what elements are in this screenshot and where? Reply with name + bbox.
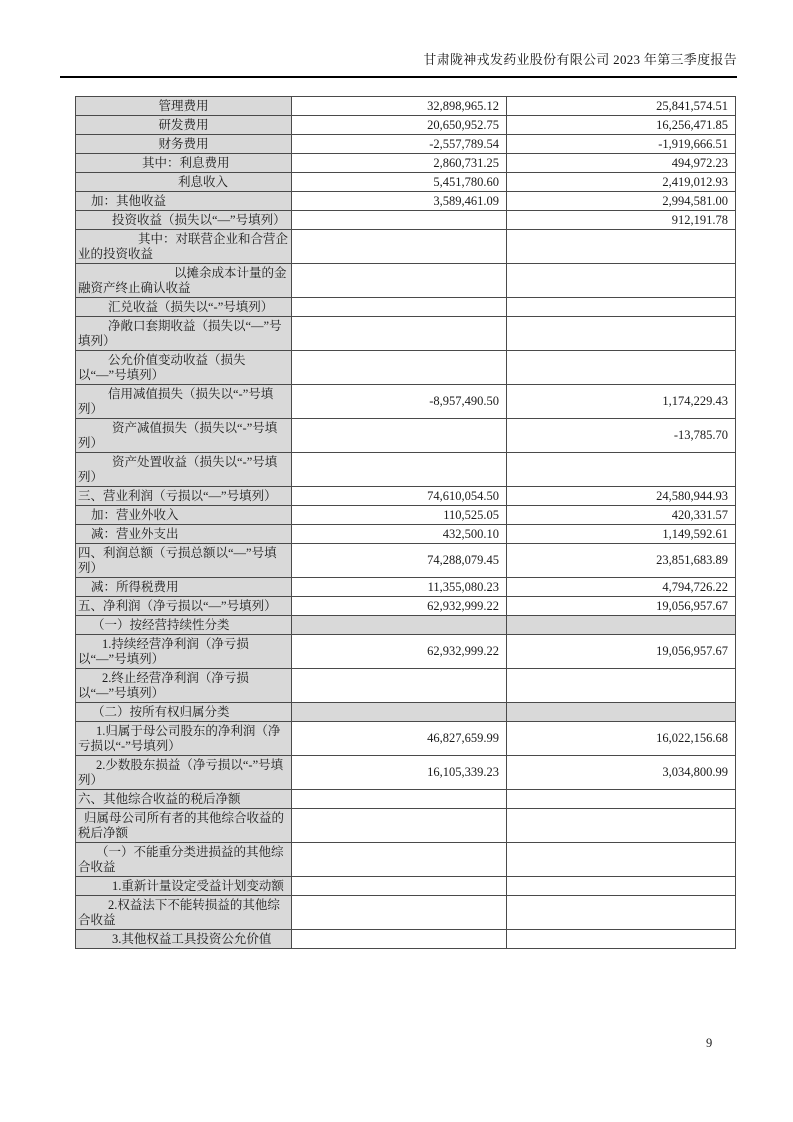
row-label-cell (76, 298, 292, 317)
row-label: 信用减值损失（损失以“-”号填列） (78, 386, 274, 416)
row-label-cell (76, 544, 292, 578)
row-label-cell (76, 525, 292, 544)
row-label-cell (76, 896, 292, 930)
prior-period-value-cell: 1,174,229.43 (507, 385, 736, 419)
prior-period-value-cell (507, 669, 736, 703)
prior-period-value-cell (507, 317, 736, 351)
header-divider (60, 76, 737, 78)
table-row (76, 506, 736, 525)
current-period-value-cell: -8,957,490.50 (292, 385, 507, 419)
row-label: 减：营业外支出 (91, 526, 179, 541)
table-row (76, 419, 736, 453)
row-label: 三、营业利润（亏损以“—”号填列） (78, 488, 277, 503)
table-row (76, 635, 736, 669)
row-label-cell (76, 790, 292, 809)
row-label-cell (76, 578, 292, 597)
current-period-value-cell (292, 616, 507, 635)
row-label-cell (76, 597, 292, 616)
prior-period-value-cell: 19,056,957.67 (507, 597, 736, 616)
row-label: 加：其他收益 (91, 193, 167, 208)
prior-period-value-cell: 494,972.23 (507, 154, 736, 173)
row-label-cell (76, 173, 292, 192)
prior-period-value-cell (507, 877, 736, 896)
prior-period-value-cell (507, 790, 736, 809)
current-period-value-cell: -2,557,789.54 (292, 135, 507, 154)
row-label: 其中：对联营企业和合营企业的投资收益 (78, 231, 289, 261)
row-label-cell (76, 230, 292, 264)
prior-period-value-cell (507, 453, 736, 487)
row-label-cell (76, 809, 292, 843)
row-label: 四、利润总额（亏损总额以“—”号填列） (78, 545, 277, 575)
table-row (76, 135, 736, 154)
table-row (76, 154, 736, 173)
row-label-cell (76, 453, 292, 487)
prior-period-value-cell: 23,851,683.89 (507, 544, 736, 578)
current-period-value-cell: 5,451,780.60 (292, 173, 507, 192)
prior-period-value-cell: -1,919,666.51 (507, 135, 736, 154)
table-row (76, 230, 736, 264)
prior-period-value-cell: 2,994,581.00 (507, 192, 736, 211)
current-period-value-cell: 20,650,952.75 (292, 116, 507, 135)
table-row (76, 211, 736, 230)
prior-period-value-cell: 4,794,726.22 (507, 578, 736, 597)
prior-period-value-cell: 912,191.78 (507, 211, 736, 230)
row-label: 其中：利息费用 (142, 155, 230, 170)
current-period-value-cell (292, 809, 507, 843)
row-label-cell (76, 635, 292, 669)
current-period-value-cell: 2,860,731.25 (292, 154, 507, 173)
current-period-value-cell (292, 264, 507, 298)
table-row (76, 616, 736, 635)
row-label: 净敞口套期收益（损失以“—”号填列） (78, 318, 282, 348)
page-number: 9 (706, 1036, 713, 1050)
row-label: 2.权益法下不能转损益的其他综合收益 (78, 897, 280, 927)
prior-period-value-cell (507, 298, 736, 317)
row-label: 归属母公司所有者的其他综合收益的税后净额 (78, 810, 285, 840)
row-label: 财务费用 (158, 136, 209, 151)
row-label-cell (76, 351, 292, 385)
current-period-value-cell (292, 419, 507, 453)
table-row (76, 116, 736, 135)
report-header-title: 甘肃陇神戎发药业股份有限公司 2023 年第三季度报告 (423, 52, 737, 67)
table-row (76, 264, 736, 298)
current-period-value-cell: 62,932,999.22 (292, 597, 507, 616)
row-label-cell (76, 192, 292, 211)
prior-period-value-cell (507, 230, 736, 264)
table-row (76, 298, 736, 317)
table-row (76, 896, 736, 930)
current-period-value-cell: 74,610,054.50 (292, 487, 507, 506)
current-period-value-cell: 11,355,080.23 (292, 578, 507, 597)
row-label: 2.终止经营净利润（净亏损以“—”号填列） (78, 670, 249, 700)
table-row (76, 703, 736, 722)
table-row (76, 722, 736, 756)
row-label: 公允价值变动收益（损失以“—”号填列） (78, 352, 246, 382)
table-row (76, 453, 736, 487)
current-period-value-cell (292, 896, 507, 930)
prior-period-value-cell (507, 809, 736, 843)
table-row (76, 385, 736, 419)
current-period-value-cell: 432,500.10 (292, 525, 507, 544)
row-label-cell (76, 211, 292, 230)
current-period-value-cell (292, 230, 507, 264)
table-row (76, 597, 736, 616)
table-row (76, 544, 736, 578)
row-label-cell (76, 843, 292, 877)
row-label: 五、净利润（净亏损以“—”号填列） (78, 598, 277, 613)
row-label-cell (76, 419, 292, 453)
row-label: （一）按经营持续性分类 (92, 617, 230, 632)
row-label: 资产减值损失（损失以“-”号填列） (78, 420, 278, 450)
table-row (76, 756, 736, 790)
table-row (76, 877, 736, 896)
row-label-cell (76, 264, 292, 298)
table-row (76, 173, 736, 192)
prior-period-value-cell: 2,419,012.93 (507, 173, 736, 192)
prior-period-value-cell: 16,022,156.68 (507, 722, 736, 756)
row-label-cell (76, 97, 292, 116)
row-label: 管理费用 (158, 98, 209, 113)
prior-period-value-cell (507, 351, 736, 385)
row-label: 汇兑收益（损失以“-”号填列） (108, 299, 274, 314)
row-label-cell (76, 385, 292, 419)
row-label: 资产处置收益（损失以“-”号填列） (78, 454, 278, 484)
row-label-cell (76, 669, 292, 703)
row-label-cell (76, 317, 292, 351)
table-row (76, 192, 736, 211)
prior-period-value-cell: 19,056,957.67 (507, 635, 736, 669)
prior-period-value-cell (507, 616, 736, 635)
row-label-cell (76, 154, 292, 173)
prior-period-value-cell: 420,331.57 (507, 506, 736, 525)
table-row (76, 317, 736, 351)
row-label: 3.其他权益工具投资公允价值 (112, 931, 272, 946)
table-row (76, 930, 736, 949)
prior-period-value-cell: 24,580,944.93 (507, 487, 736, 506)
current-period-value-cell (292, 930, 507, 949)
prior-period-value-cell: 16,256,471.85 (507, 116, 736, 135)
row-label: 加：营业外收入 (91, 507, 179, 522)
prior-period-value-cell: 25,841,574.51 (507, 97, 736, 116)
current-period-value-cell (292, 877, 507, 896)
row-label: 减：所得税费用 (91, 579, 179, 594)
row-label-cell (76, 135, 292, 154)
row-label: 1.重新计量设定受益计划变动额 (112, 878, 284, 893)
row-label: 六、其他综合收益的税后净额 (78, 791, 241, 806)
current-period-value-cell: 3,589,461.09 (292, 192, 507, 211)
table-row (76, 525, 736, 544)
current-period-value-cell: 16,105,339.23 (292, 756, 507, 790)
table-row (76, 351, 736, 385)
prior-period-value-cell: -13,785.70 (507, 419, 736, 453)
prior-period-value-cell: 3,034,800.99 (507, 756, 736, 790)
row-label: 1.归属于母公司股东的净利润（净亏损以“-”号填列） (78, 723, 281, 753)
prior-period-value-cell (507, 264, 736, 298)
table-row (76, 809, 736, 843)
prior-period-value-cell (507, 843, 736, 877)
row-label: 研发费用 (158, 117, 209, 132)
row-label: 1.持续经营净利润（净亏损以“—”号填列） (78, 636, 249, 666)
table-row (76, 843, 736, 877)
current-period-value-cell: 46,827,659.99 (292, 722, 507, 756)
row-label-cell (76, 722, 292, 756)
current-period-value-cell (292, 453, 507, 487)
row-label-cell (76, 756, 292, 790)
table-row (76, 578, 736, 597)
row-label: 以摊余成本计量的金融资产终止确认收益 (78, 265, 287, 295)
income-statement-table (75, 96, 736, 949)
row-label-cell (76, 116, 292, 135)
row-label: （一）不能重分类进损益的其他综合收益 (78, 844, 284, 874)
row-label-cell (76, 877, 292, 896)
row-label-cell (76, 930, 292, 949)
current-period-value-cell (292, 298, 507, 317)
prior-period-value-cell (507, 703, 736, 722)
row-label: （二）按所有权归属分类 (92, 704, 230, 719)
current-period-value-cell (292, 211, 507, 230)
table-row (76, 669, 736, 703)
current-period-value-cell: 32,898,965.12 (292, 97, 507, 116)
current-period-value-cell: 74,288,079.45 (292, 544, 507, 578)
row-label-cell (76, 506, 292, 525)
current-period-value-cell: 110,525.05 (292, 506, 507, 525)
row-label: 利息收入 (178, 174, 229, 189)
prior-period-value-cell (507, 896, 736, 930)
table-row (76, 487, 736, 506)
current-period-value-cell (292, 790, 507, 809)
prior-period-value-cell: 1,149,592.61 (507, 525, 736, 544)
current-period-value-cell (292, 351, 507, 385)
table-row (76, 790, 736, 809)
row-label-cell (76, 703, 292, 722)
current-period-value-cell (292, 317, 507, 351)
current-period-value-cell: 62,932,999.22 (292, 635, 507, 669)
row-label-cell (76, 487, 292, 506)
income-statement-table-body (76, 97, 736, 949)
row-label: 2.少数股东损益（净亏损以“-”号填列） (78, 757, 284, 787)
current-period-value-cell (292, 669, 507, 703)
row-label-cell (76, 616, 292, 635)
table-row (76, 97, 736, 116)
current-period-value-cell (292, 703, 507, 722)
prior-period-value-cell (507, 930, 736, 949)
current-period-value-cell (292, 843, 507, 877)
row-label: 投资收益（损失以“—”号填列） (112, 212, 286, 227)
